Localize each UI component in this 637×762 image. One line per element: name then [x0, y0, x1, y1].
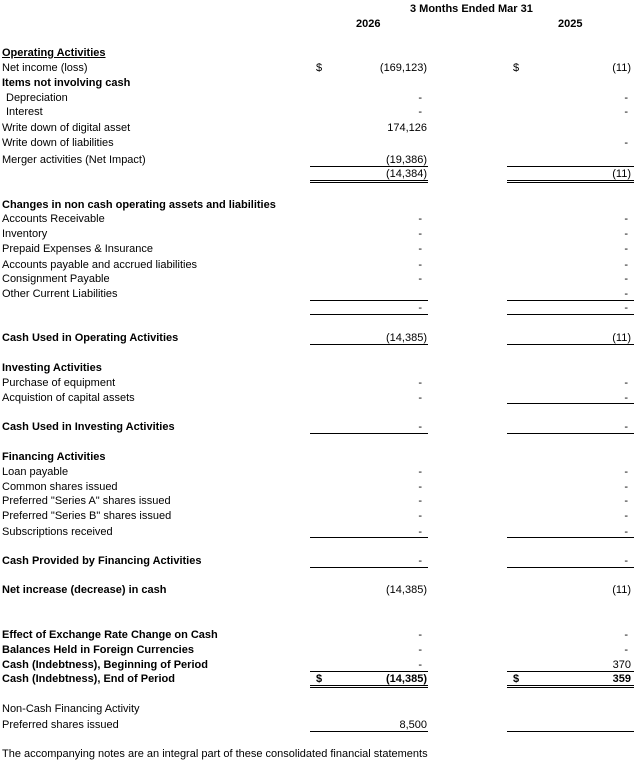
- rule-line: [310, 314, 428, 315]
- value-2025: -: [624, 137, 628, 149]
- value-2026: -: [418, 273, 422, 285]
- row-label: Effect of Exchange Rate Change on Cash: [2, 629, 218, 641]
- row-label: Preferred "Series A" shares issued: [2, 495, 171, 507]
- row-label: Write down of liabilities: [2, 137, 114, 149]
- rule-line: [507, 567, 634, 568]
- value-2025: (11): [612, 168, 631, 180]
- value-2025: -: [624, 421, 628, 433]
- rule-line: [507, 433, 634, 434]
- value-2026: (19,386): [386, 154, 427, 166]
- value-2025: -: [624, 259, 628, 271]
- value-2025: -: [624, 392, 628, 404]
- row-label: Write down of digital asset: [2, 122, 131, 134]
- value-2025: (11): [612, 62, 631, 74]
- value-2026: -: [418, 421, 422, 433]
- row-label: Non-Cash Financing Activity: [2, 703, 140, 715]
- row-label: Loan payable: [2, 466, 69, 478]
- value-2026: -: [418, 629, 422, 641]
- rule-line: [507, 731, 634, 732]
- row-label: Preferred "Series B" shares issued: [2, 510, 172, 522]
- rule-line: [310, 537, 428, 538]
- value-2026: -: [418, 243, 422, 255]
- value-2025: -: [624, 273, 628, 285]
- currency-symbol: $: [316, 62, 323, 74]
- value-2025: -: [624, 243, 628, 255]
- currency-symbol: $: [513, 62, 520, 74]
- rule-line: [310, 685, 428, 686]
- row-label: Depreciation: [6, 92, 68, 104]
- row-label: Cash Used in Operating Activities: [2, 332, 179, 344]
- value-2025: -: [624, 510, 628, 522]
- row-label: Operating Activities: [2, 47, 106, 59]
- rule-line: [507, 687, 634, 688]
- value-2026: -: [418, 526, 422, 538]
- value-2026: -: [418, 377, 422, 389]
- value-2026: -: [418, 555, 422, 567]
- row-label: Merger activities (Net Impact): [2, 154, 146, 166]
- value-2025: -: [624, 288, 628, 300]
- row-label: Purchase of equipment: [2, 377, 116, 389]
- value-2026: (14,385): [386, 673, 427, 685]
- value-2025: -: [624, 555, 628, 567]
- rule-line: [310, 300, 428, 301]
- rule-line: [507, 344, 634, 345]
- value-2025: (11): [612, 332, 631, 344]
- value-2025: -: [624, 228, 628, 240]
- value-2026: 174,126: [387, 122, 427, 134]
- value-2025: -: [624, 377, 628, 389]
- column-header-2025: 2025: [558, 18, 583, 30]
- row-label: Changes in non cash operating assets and liabilities: [2, 199, 276, 211]
- value-2026: 8,500: [399, 719, 427, 731]
- currency-symbol: $: [316, 673, 323, 685]
- rule-line: [507, 180, 634, 181]
- value-2026: -: [418, 510, 422, 522]
- value-2025: (11): [612, 584, 631, 596]
- value-2026: (14,385): [386, 332, 427, 344]
- row-label: Prepaid Expenses & Insurance: [2, 243, 154, 255]
- value-2025: -: [624, 481, 628, 493]
- rule-line: [310, 182, 428, 183]
- value-2026: -: [418, 659, 422, 671]
- column-header-2026: 2026: [356, 18, 381, 30]
- rule-line: [507, 685, 634, 686]
- value-2026: -: [418, 92, 422, 104]
- value-2026: -: [418, 228, 422, 240]
- value-2026: (14,384): [386, 168, 427, 180]
- rule-line: [507, 300, 634, 301]
- value-2025: -: [624, 526, 628, 538]
- row-label: Investing Activities: [2, 362, 102, 374]
- rule-line: [310, 567, 428, 568]
- row-label: Financing Activities: [2, 451, 106, 463]
- rule-line: [507, 403, 634, 404]
- value-2025: -: [624, 302, 628, 314]
- rule-line: [507, 537, 634, 538]
- rule-line: [310, 344, 428, 345]
- row-label: Accounts Receivable: [2, 213, 105, 225]
- value-2026: -: [418, 302, 422, 314]
- rule-line: [507, 182, 634, 183]
- value-2025: -: [624, 466, 628, 478]
- value-2026: -: [418, 644, 422, 656]
- rule-line: [507, 166, 634, 167]
- value-2026: -: [418, 392, 422, 404]
- row-label: Cash Provided by Financing Activities: [2, 555, 202, 567]
- row-label: Cash (Indebtness), End of Period: [2, 673, 175, 685]
- rule-line: [310, 433, 428, 434]
- row-label: Other Current Liabilities: [2, 288, 118, 300]
- value-2026: -: [418, 481, 422, 493]
- row-label: Consignment Payable: [2, 273, 110, 285]
- value-2026: (14,385): [386, 584, 427, 596]
- row-label: Subscriptions received: [2, 526, 113, 538]
- value-2025: -: [624, 213, 628, 225]
- value-2025: -: [624, 629, 628, 641]
- row-label: Cash (Indebtness), Beginning of Period: [2, 659, 208, 671]
- row-label: Cash Used in Investing Activities: [2, 421, 175, 433]
- rule-line: [507, 671, 634, 672]
- footnote: The accompanying notes are an integral part of these consolidated financial statements: [2, 748, 428, 760]
- currency-symbol: $: [513, 673, 520, 685]
- rule-line: [310, 180, 428, 181]
- value-2025: -: [624, 495, 628, 507]
- value-2025: -: [624, 106, 628, 118]
- rule-line: [310, 166, 428, 167]
- value-2025: 359: [612, 673, 631, 685]
- value-2026: -: [418, 466, 422, 478]
- value-2026: -: [418, 213, 422, 225]
- rule-line: [507, 314, 634, 315]
- period-header: 3 Months Ended Mar 31: [410, 3, 533, 15]
- rule-line: [310, 671, 428, 672]
- value-2026: -: [418, 106, 422, 118]
- value-2025: -: [624, 92, 628, 104]
- row-label: Net increase (decrease) in cash: [2, 584, 167, 596]
- value-2026: -: [418, 495, 422, 507]
- value-2026: -: [418, 259, 422, 271]
- rule-line: [310, 687, 428, 688]
- row-label: Items not involving cash: [2, 77, 131, 89]
- row-label: Common shares issued: [2, 481, 118, 493]
- value-2025: 370: [612, 659, 631, 671]
- row-label: Accounts payable and accrued liabilities: [2, 259, 198, 271]
- value-2026: (169,123): [379, 62, 427, 74]
- row-label: Preferred shares issued: [2, 719, 119, 731]
- row-label: Balances Held in Foreign Currencies: [2, 644, 194, 656]
- row-label: Net income (loss): [2, 62, 88, 74]
- row-label: Acquistion of capital assets: [2, 392, 135, 404]
- value-2025: -: [624, 644, 628, 656]
- rule-line: [310, 731, 428, 732]
- row-label: Inventory: [2, 228, 48, 240]
- row-label: Interest: [6, 106, 43, 118]
